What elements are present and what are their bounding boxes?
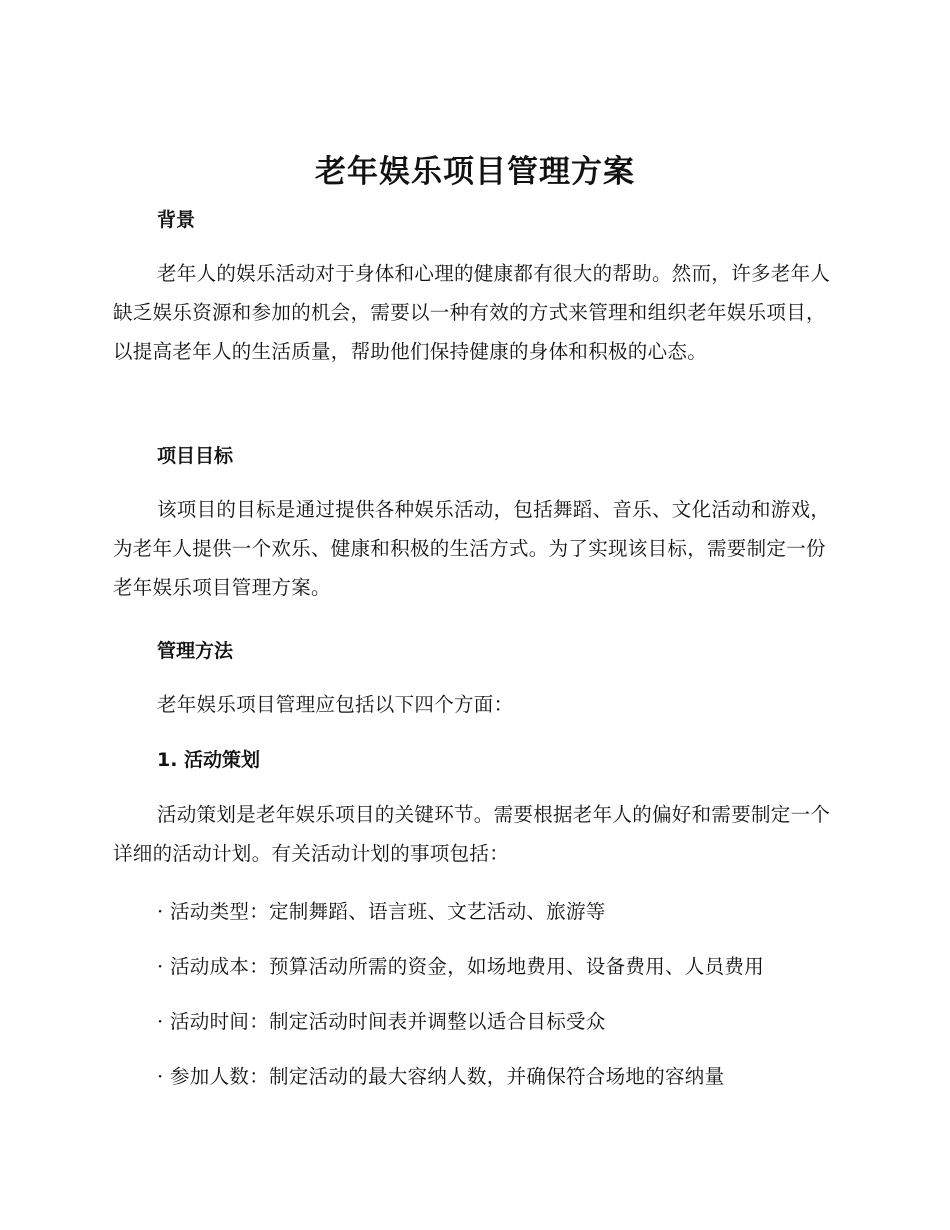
list-item-activity-type: · 活动类型：定制舞蹈、语言班、文艺活动、旅游等	[157, 900, 606, 923]
list-item-participant-count: · 参加人数：制定活动的最大容纳人数，并确保符合场地的容纳量	[157, 1065, 725, 1088]
document-title: 老年娱乐项目管理方案	[315, 154, 635, 190]
section-heading-method: 管理方法	[157, 640, 234, 662]
section-heading-background: 背景	[157, 209, 196, 231]
paragraph-planning: 活动策划是老年娱乐项目的关键环节。需要根据老年人的偏好和需要制定一个详细的活动计划。有关活动计划的事项包括：	[113, 803, 831, 865]
list-item-activity-time: · 活动时间：制定活动时间表并调整以适合目标受众	[157, 1010, 606, 1033]
section-heading-planning: 1. 活动策划	[157, 749, 261, 771]
list-item-activity-cost: · 活动成本：预算活动所需的资金，如场地费用、设备费用、人员费用	[157, 955, 764, 978]
paragraph-goal: 该项目的目标是通过提供各种娱乐活动，包括舞蹈、音乐、文化活动和游戏，为老年人提供一个欢乐、健康和积极的生活方式。为了实现该目标，需要制定一份老年娱乐项目管理方案。	[113, 498, 831, 599]
section-heading-goal: 项目目标	[157, 445, 234, 467]
paragraph-method-intro: 老年娱乐项目管理应包括以下四个方面：	[157, 693, 514, 716]
paragraph-background: 老年人的娱乐活动对于身体和心理的健康都有很大的帮助。然而，许多老年人缺乏娱乐资源和参加的机会，需要以一种有效的方式来管理和组织老年娱乐项目，以提高老年人的生活质量，帮助他们保持健康的身体和积极的心态。	[113, 262, 831, 363]
